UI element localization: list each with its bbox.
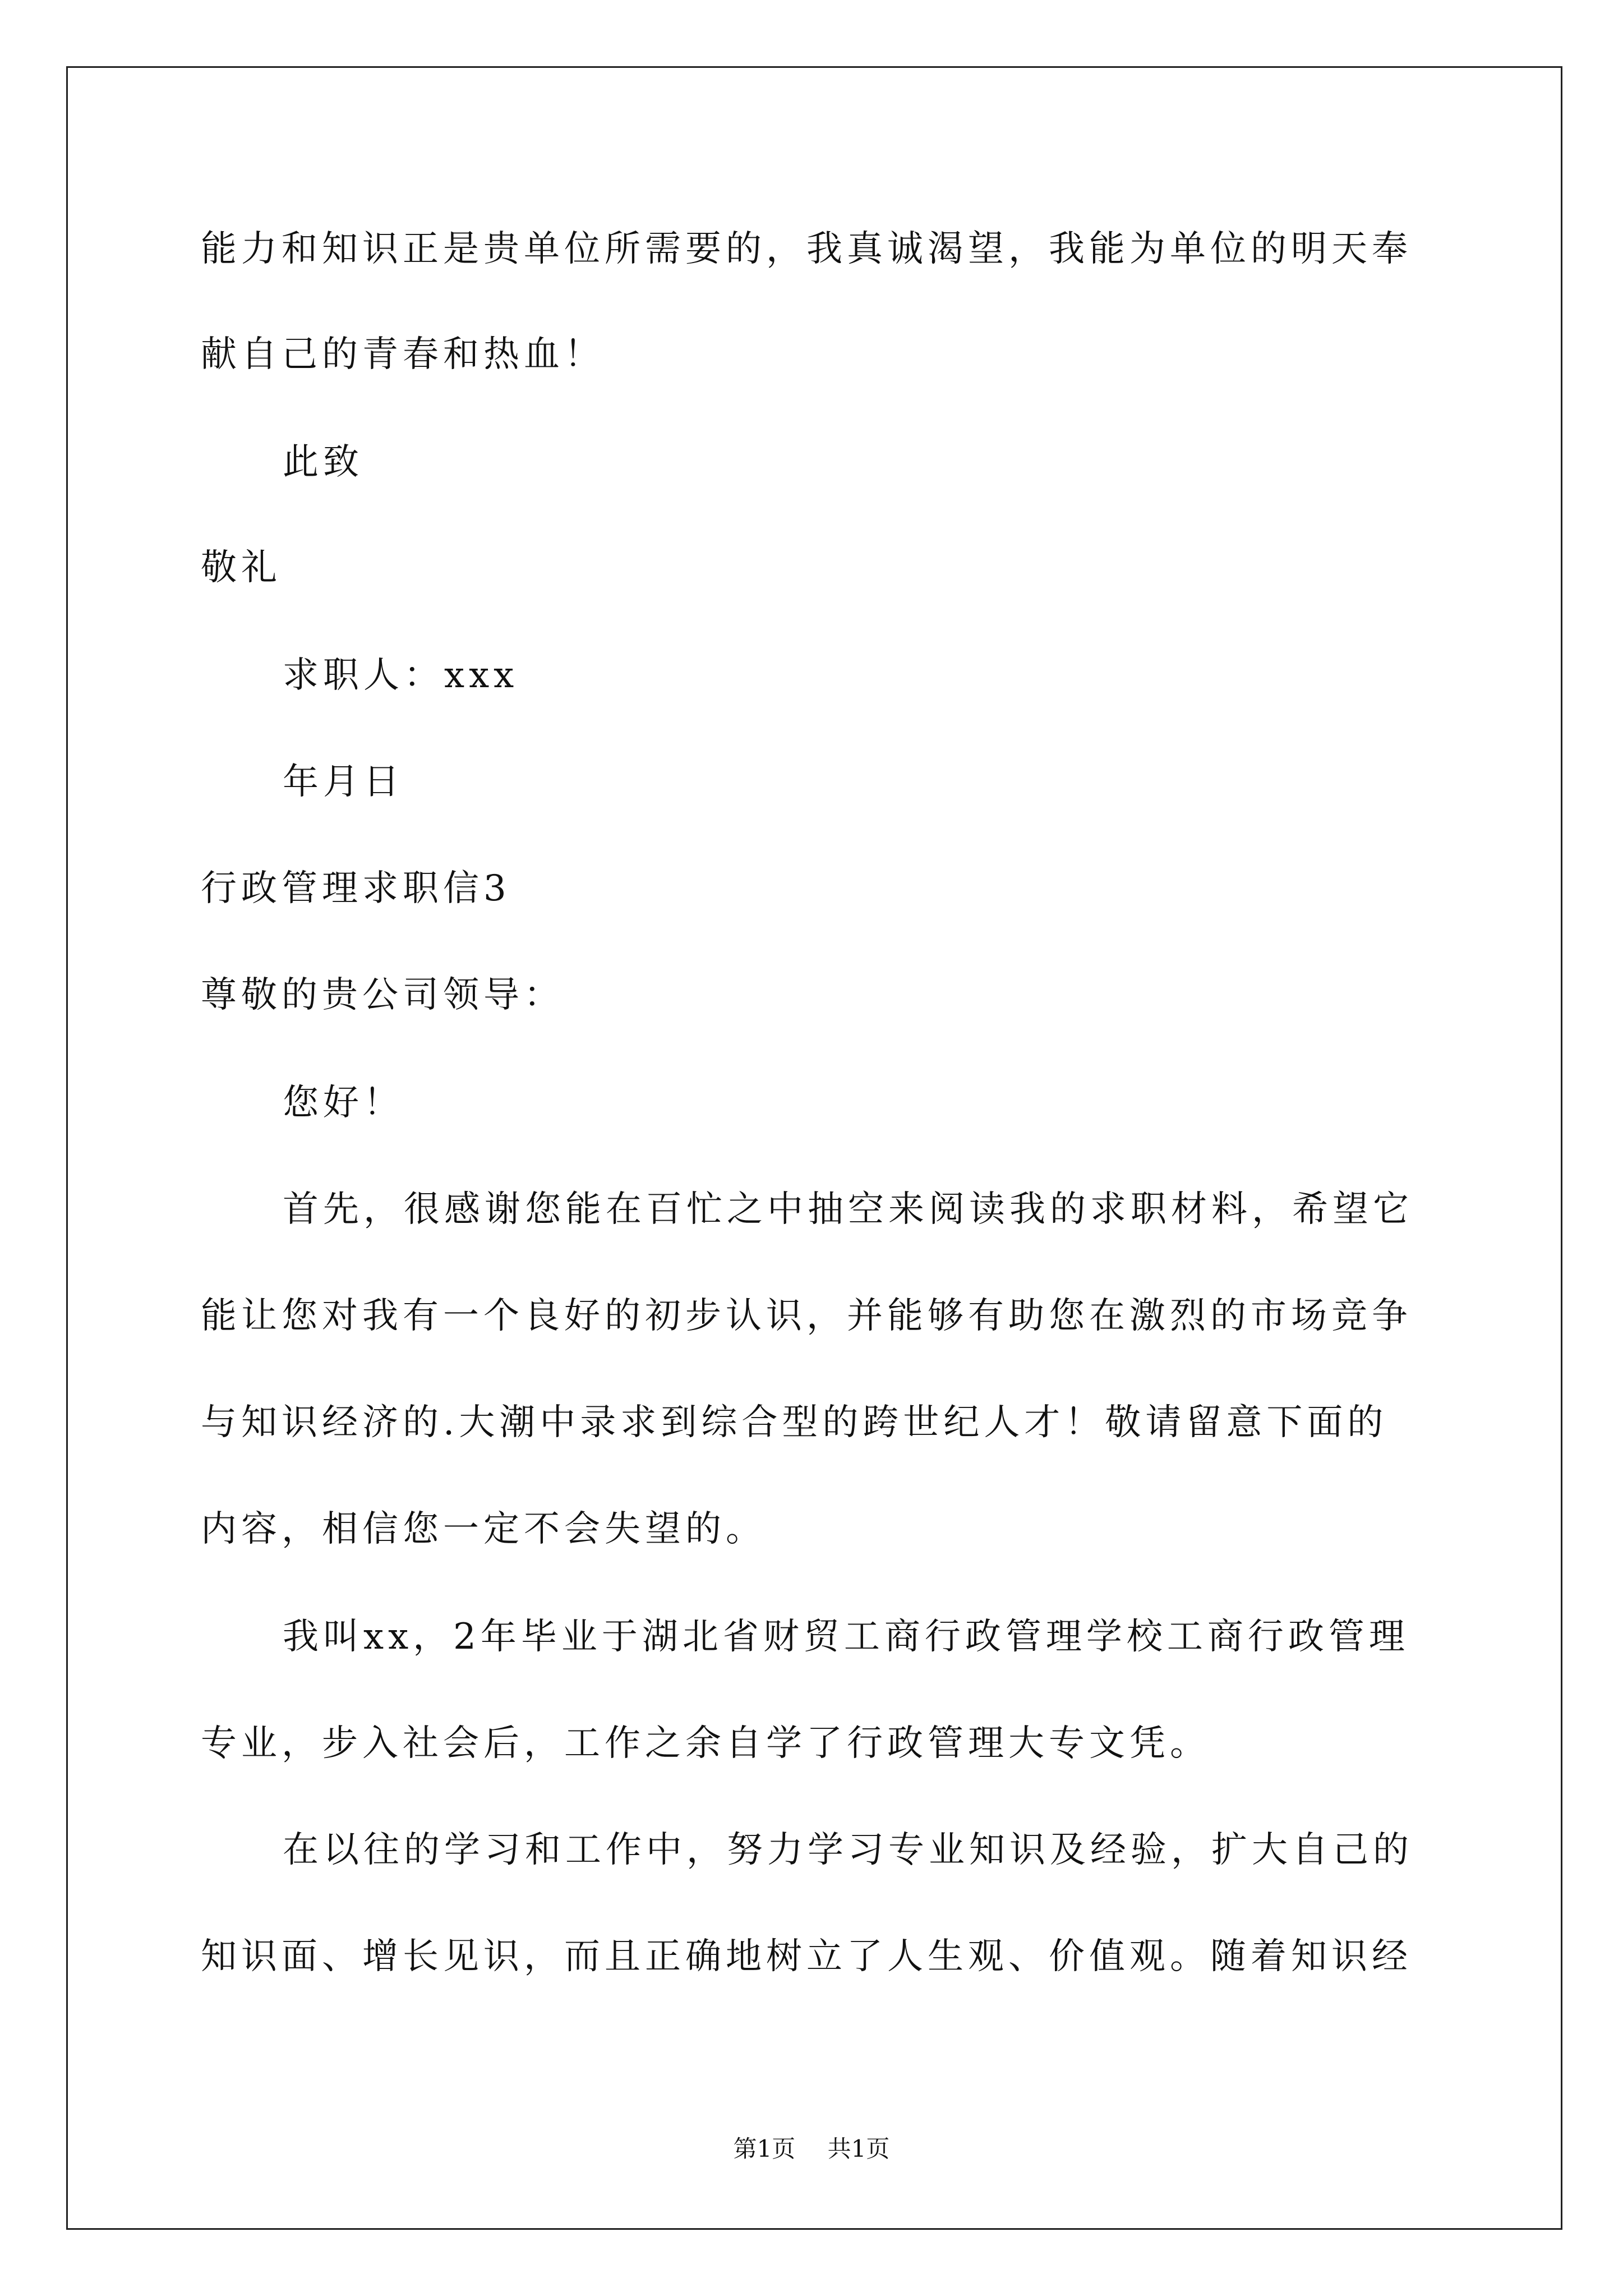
page-footer	[0, 2137, 1623, 2161]
body-line-10: 首先，很感谢您能在百忙之中抽空来阅读我的求职材料，希望它	[283, 1189, 1413, 1230]
page-border	[66, 66, 1562, 2230]
body-line-1: 能力和知识正是贵单位所需要的，我真诚渴望，我能为单位的明天奉	[201, 228, 1412, 270]
page-number-total: 共1页	[827, 2135, 890, 2162]
applicant-name: 求职人：xxx	[283, 655, 519, 696]
body-line-11: 能让您对我有一个良好的初步认识，并能够有助您在激烈的市场竞争	[201, 1295, 1412, 1337]
closing-regards: 敬礼	[201, 547, 282, 588]
body-line-13: 内容，相信您一定不会失望的。	[201, 1508, 766, 1550]
body-line-14: 我叫xx，2年毕业于湖北省财贸工商行政管理学校工商行政管理	[283, 1616, 1409, 1658]
letter-date: 年月日	[283, 761, 404, 803]
body-line-16: 在以往的学习和工作中，努力学习专业知识及经验，扩大自己的	[283, 1829, 1413, 1871]
greeting-recipient: 尊敬的贵公司领导：	[201, 974, 564, 1016]
greeting-hello: 您好！	[283, 1082, 404, 1124]
body-line-2: 献自己的青春和热血！	[201, 334, 605, 375]
page-number-current: 第1页	[733, 2135, 796, 2162]
body-line-12: 与知识经济的.大潮中录求到综合型的跨世纪人才！敬请留意下面的	[201, 1402, 1388, 1443]
body-line-15: 专业，步入社会后，工作之余自学了行政管理大专文凭。	[201, 1723, 1210, 1764]
closing-salutation: 此致	[283, 441, 363, 483]
section-heading: 行政管理求职信3	[201, 868, 511, 909]
body-line-17: 知识面、增长见识，而且正确地树立了人生观、价值观。随着知识经	[201, 1936, 1412, 1977]
